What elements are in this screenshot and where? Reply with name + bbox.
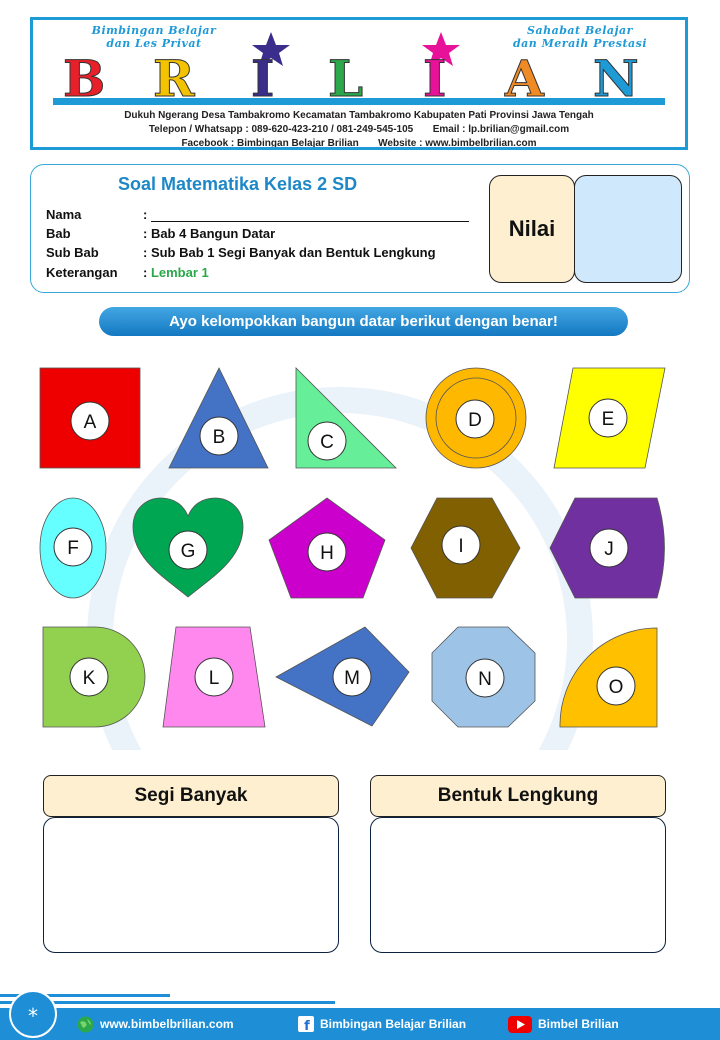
label-b bbox=[200, 417, 238, 455]
worksheet-title: Soal Matematika Kelas 2 SD bbox=[118, 174, 358, 194]
svg-text:G: G bbox=[180, 541, 196, 562]
footer-facebook[interactable] bbox=[298, 1014, 466, 1034]
tagline-left: Bimbingan Belajar dan Les Privat bbox=[91, 24, 217, 50]
svg-text:B: B bbox=[212, 427, 226, 448]
footer-youtube-text: Bimbel Brilian bbox=[538, 1017, 619, 1031]
label-l bbox=[195, 658, 233, 696]
brand-letter-r: R bbox=[153, 49, 195, 108]
youtube-icon bbox=[508, 1016, 532, 1033]
segi-banyak-answer-box[interactable] bbox=[43, 817, 339, 953]
svg-text:H: H bbox=[320, 543, 334, 564]
svg-text:C: C bbox=[320, 432, 334, 453]
tagline-right: Sahabat Belajar dan Meraih Prestasi bbox=[512, 24, 648, 50]
label-a bbox=[71, 402, 109, 440]
bentuk-lengkung-answer-box[interactable] bbox=[370, 817, 666, 953]
label-g bbox=[169, 531, 207, 569]
facebook-icon bbox=[298, 1016, 314, 1032]
label-m bbox=[333, 658, 371, 696]
value-keterangan: : Lembar 1 bbox=[143, 265, 209, 280]
footer-star-icon: * bbox=[28, 1004, 38, 1028]
value-sub-bab: : Sub Bab 1 Segi Banyak dan Bentuk Lengkung bbox=[143, 245, 436, 260]
brand-letter-i2: I bbox=[423, 49, 447, 108]
shape-c[interactable] bbox=[296, 368, 396, 468]
globe-icon bbox=[77, 1016, 94, 1033]
footer-website-text: www.bimbelbrilian.com bbox=[100, 1017, 234, 1031]
shapes-area bbox=[0, 340, 720, 750]
svg-text:J: J bbox=[604, 539, 614, 560]
label-bab: Bab bbox=[46, 226, 71, 241]
svg-text:f: f bbox=[304, 1019, 310, 1032]
bentuk-lengkung-header: Bentuk Lengkung bbox=[370, 775, 666, 817]
lembar-highlight: Lembar 1 bbox=[150, 265, 209, 280]
label-i bbox=[442, 526, 480, 564]
label-keterangan: Keterangan bbox=[46, 265, 118, 280]
header-address: Dukuh Ngerang Desa Tambakromo Kecamatan Tambakromo Kabupaten Pati Provinsi Jawa Tengah bbox=[124, 110, 594, 121]
brand-letter-l: L bbox=[328, 49, 364, 108]
label-c bbox=[308, 422, 346, 460]
brand-letter-a: A bbox=[505, 49, 544, 108]
label-n bbox=[466, 659, 504, 697]
footer-facebook-text: Bimbingan Belajar Brilian bbox=[320, 1017, 467, 1031]
brand-letter-i1: I bbox=[251, 49, 275, 108]
label-e bbox=[589, 399, 627, 437]
instruction-banner: Ayo kelompokkan bangun datar berikut dengan benar! bbox=[99, 307, 628, 336]
value-nama: : bbox=[143, 207, 148, 222]
label-nama: Nama bbox=[46, 207, 82, 222]
footer-website[interactable] bbox=[77, 1014, 234, 1034]
nilai-label: Nilai bbox=[489, 175, 575, 283]
brand-letter-b: B bbox=[63, 49, 106, 108]
label-o bbox=[597, 667, 635, 705]
header-social: Facebook : Bimbingan Belajar Brilian Website : www.bimbelbrilian.com bbox=[181, 138, 537, 149]
svg-text:D: D bbox=[468, 410, 482, 431]
svg-text:M: M bbox=[344, 668, 360, 689]
svg-text:A: A bbox=[83, 412, 97, 433]
svg-text:O: O bbox=[608, 677, 624, 698]
brand-letter-n: N bbox=[593, 49, 639, 108]
svg-text:N: N bbox=[478, 669, 492, 690]
label-k bbox=[70, 658, 108, 696]
svg-text:E: E bbox=[601, 409, 615, 430]
svg-text:L: L bbox=[208, 668, 220, 689]
header-banner bbox=[30, 17, 688, 150]
nilai-score-box[interactable] bbox=[574, 175, 682, 283]
value-bab: : Bab 4 Bangun Datar bbox=[143, 226, 276, 241]
svg-text:K: K bbox=[82, 668, 96, 689]
label-j bbox=[590, 529, 628, 567]
header-contact: Telepon / Whatsapp : 089-620-423-210 / 081-249-545-105 Email : lp.brilian@gmail.com bbox=[148, 124, 570, 135]
svg-text:F: F bbox=[67, 538, 79, 559]
label-d bbox=[456, 400, 494, 438]
name-input-line[interactable] bbox=[151, 221, 469, 222]
svg-text:I: I bbox=[458, 536, 464, 557]
label-h bbox=[308, 533, 346, 571]
footer-youtube[interactable] bbox=[508, 1014, 619, 1034]
label-sub-bab: Sub Bab bbox=[46, 245, 99, 260]
label-f bbox=[54, 528, 92, 566]
segi-banyak-header: Segi Banyak bbox=[43, 775, 339, 817]
